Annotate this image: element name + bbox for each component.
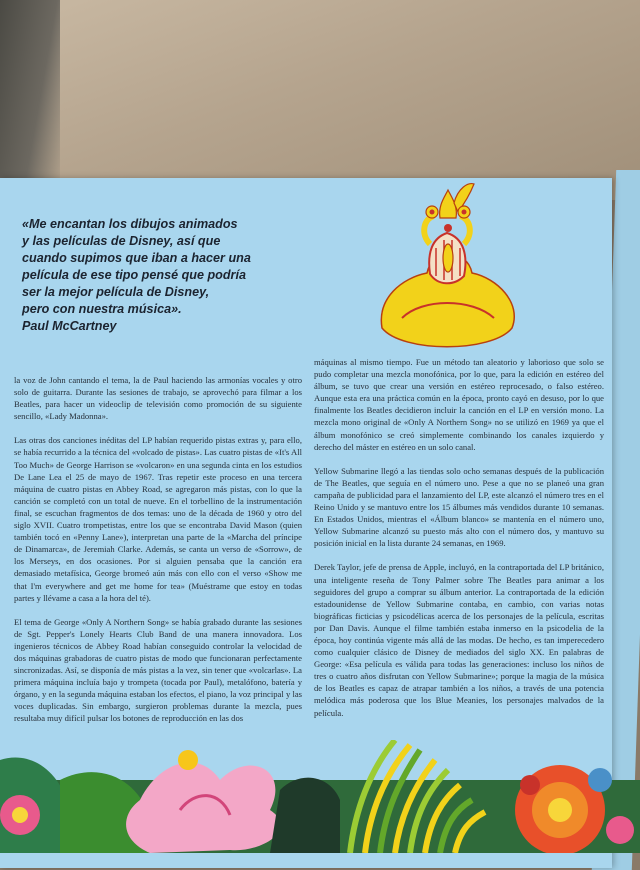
quote-line: ser la mejor película de Disney, (22, 285, 210, 299)
body-paragraph: Derek Taylor, jefe de prensa de Apple, incluyó, en la contraportada del LP británico, una inteligente reseña de Tony Palmer sobre The Beatles para animar a los seguidores del grupo a comprar su álbum anterior. La contraportada de la edición estadounidense de Yellow Submarine contaba, en cambio, con varias notas biográficas ficticias y psicodélicas acerca de los personajes de la película, escritas por Dan Davis. Aunque el filme también estaba inmerso en la psicodelia de la época, hoy continúa vigente más allá de las modas. De hecho, es tan imperecedero como cualquier clásico de Disney de mediados del siglo XX. En palabras de George: «Esa película es válida para todas las generaciones: incluso los niños de tres o cuatro años disfrutan con Yellow Submarine»; porque la magia de la música de los Beatles es capaz de atrapar también a los niños, a través de una potencia melódica más poderosa que los Blue Meanies, los personajes malvados de la película. (314, 562, 604, 718)
table-edge (0, 0, 60, 200)
body-paragraph: Las otras dos canciones inéditas del LP habían requerido pistas extras y, para ello, se había recurrido a la técnica del «volcado de pistas». Las cuatro pistas de «It's All Too Much» de George Harrison se «volcaron» en una segunda cinta en los estudios De Lane Lea el 25 de mayo de 1967. Tras repetir este proceso en una tercera máquina de cuatro pistas en Abbey Road, se agregaron más pistas, con lo que la canción se completó con un total de nueve. En el torbellino de la instrumentación final, se escuchan fragmentos de dos temas: uno de la década de 1960 y otro del siglo XVII. Cuatro trompetistas, entre los que se encontraba David Mason (quien también tocó en «Penny Lane»), interpretan una parte de la «Marcha del príncipe de Dinamarca», de Jeremiah Clarke. Además, se canta un verso de «Sorrow», de los Merseys, en dos ocasiones. Por si alguien pensaba que la canción era demasiado metafísica, George bromeó aún más con ello con el verso «Show me that I'm everywhere and get me home for tea» (Muéstrame que estoy en todas partes y llévame a casa a la hora del té). (14, 435, 302, 603)
quote-line: «Me encantan los dibujos animados (22, 217, 238, 231)
psychedelic-flowers-icon (0, 740, 640, 853)
table-surface (0, 0, 640, 200)
quote-line: cuando supimos que iban a hacer una (22, 251, 251, 265)
body-paragraph: Yellow Submarine llegó a las tiendas solo ocho semanas después de la publicación de The Beatles, que seguía en el número uno. Pese a que no se planeó una gran campaña de publicidad para el lanzamiento del LP, este alcanzó el número tres en el Reino Unido y se mantuvo entre los 15 álbumes más vendidos durante 10 semanas. En Estados Unidos, mientras el «Álbum blanco» se mantenía en el número uno, Yellow Submarine alcanzó su puesto más alto con el número dos, y mantuvo su posición inicial en la lista durante 24 semanas, en 1969. (314, 465, 604, 549)
quote-line: película de ese tipo pensé que podría (22, 268, 246, 282)
body-paragraph: la voz de John cantando el tema, la de Paul haciendo las armonías vocales y otro solo de guitarra. Durante las sesiones de trabajo, se aprovechó para filmar a los Beatles, para hacer un videoclip de televisión como promoción de su siguiente sencillo, «Lady Madonna». (14, 375, 302, 422)
quote-line: pero con nuestra música». (22, 302, 182, 316)
right-text-column (314, 356, 604, 731)
pull-quote (22, 216, 362, 335)
quote-line: y las películas de Disney, así que (22, 234, 221, 248)
left-text-column (14, 374, 302, 737)
yellow-submarine-character-icon (372, 178, 522, 353)
body-paragraph: El tema de George «Only A Northern Song» se había grabado durante las sesiones de Sgt. Pepper's Lonely Hearts Club Band de una manera innovadora. Los ingenieros técnicos de Abbey Road habían conseguido controlar la velocidad de dos máquinas grabadoras de cuatro pistas de modo que funcionaran perfectamente sincronizadas. Así, se disponía de más pistas a la vez, sin tener que «volcarlas». La primera máquina incluía bajo y trompeta (tocada por Paul), metalófono, batería y órgano, y en la segunda máquina estaban los efectos, el piano, la voz principal y las voces duplicadas. Sin embargo, surgieron problemas durante la mezcla, pues resultaba muy difícil pulsar los botones de reproducción en las dos (14, 616, 302, 724)
body-paragraph: máquinas al mismo tiempo. Fue un método tan aleatorio y laborioso que solo se pudo completar una mezcla monofónica, por lo que, para la edición en estéreo del álbum, se tuvo que crear una versión en estéreo reprocesado, o falso estéreo. Aunque esta era una práctica común en la época, pronto cayó en desuso, por lo que finalmente los Beatles decidieron incluir la canción en el LP en versión mono. La mezcla mono original de «Only A Northern Song» no se utilizó en 1969 ya que el álbum monofónico se creó simplemente combinando los canales izquierdo y derecho del máster en estéreo en un solo canal. (314, 357, 604, 452)
quote-author: Paul McCartney (22, 319, 117, 333)
